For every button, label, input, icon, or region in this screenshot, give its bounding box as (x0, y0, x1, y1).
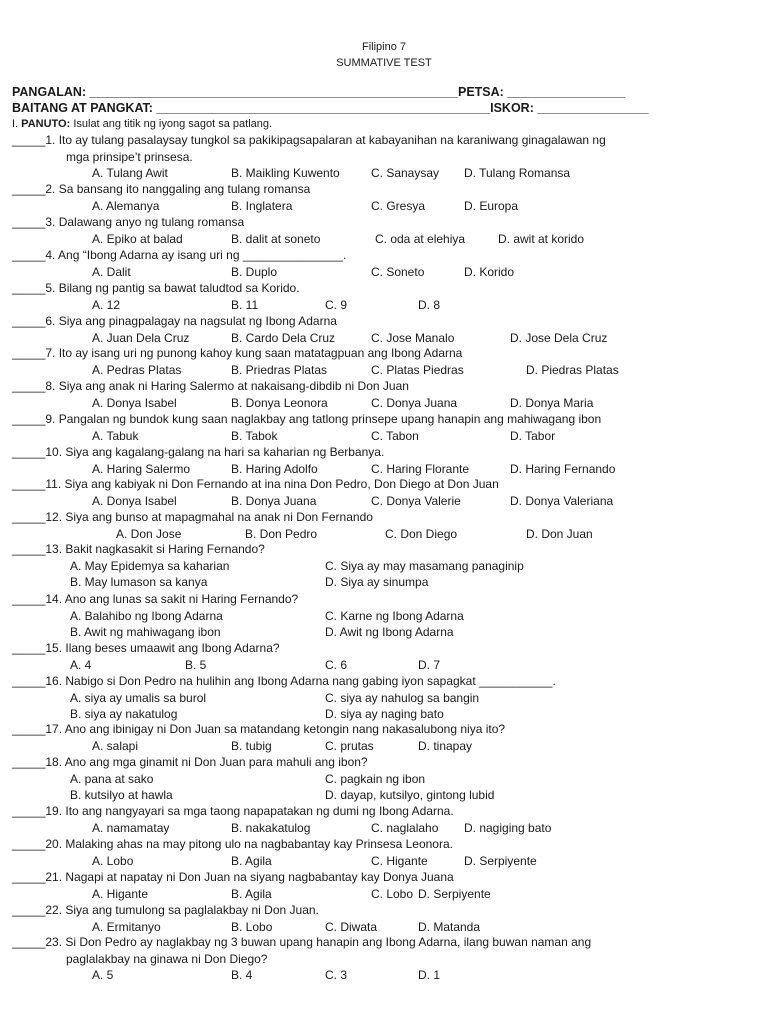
question-1-option: B. Maikling Kuwento (231, 166, 340, 180)
question-18: _____18. Ano ang mga ginamit ni Don Juan para mahuli ang ibon? (12, 755, 368, 769)
question-16-option: B. siya ay nakatulog (70, 707, 178, 721)
question-13-option: B. May lumason sa kanya (70, 575, 208, 589)
question-15-option: C. 6 (325, 658, 348, 672)
question-6-option: A. Juan Dela Cruz (92, 331, 190, 345)
question-19-option: D. nagiging bato (464, 821, 552, 835)
question-21: _____21. Nagapi at napatay ni Don Juan na siyang nagbabantay kay Donya Juana (12, 870, 454, 884)
question-5-option: B. 11 (231, 298, 259, 312)
directions-label: PANUTO: (21, 118, 71, 130)
question-19-option: B. nakakatulog (231, 821, 311, 835)
question-11-option: A. Donya Isabel (92, 494, 177, 508)
question-14-option: D. Awit ng Ibong Adarna (325, 625, 454, 639)
question-8-option: B. Donya Leonora (231, 396, 328, 410)
question-2-option: D. Europa (464, 199, 519, 213)
question-4: _____4. Ang “Ibong Adarna ay isang uri ng _______________. (12, 248, 347, 262)
question-4-option: D. Korido (464, 265, 515, 279)
question-7-option: D. Piedras Platas (526, 363, 619, 377)
question-21-option: A. Higante (92, 887, 149, 901)
question-10-option: D. Haring Fernando (510, 462, 616, 476)
question-18-option: B. kutsilyo at hawla (70, 788, 173, 802)
question-12-option: A. Don Jose (116, 527, 182, 541)
question-5-option: C. 9 (325, 298, 348, 312)
question-4-option: A. Dalit (92, 265, 131, 279)
question-10-option: A. Haring Salermo (92, 462, 191, 476)
directions-prefix: I. (12, 118, 22, 130)
question-12: _____12. Siya ang bunso at mapagmahal na anak ni Don Fernando (12, 510, 373, 524)
question-9-option: B. Tabok (231, 429, 278, 443)
question-5-option: A. 12 (92, 298, 121, 312)
question-7-option: C. Platas Piedras (371, 363, 464, 377)
question-4-option: C. Soneto (371, 265, 425, 279)
question-13-option: C. Siya ay may masamang panaginip (325, 559, 524, 573)
question-5: _____5. Bilang ng pantig sa bawat taludtod sa Korido. (12, 281, 300, 295)
question-11-option: B. Donya Juana (231, 494, 317, 508)
question-1-option: C. Sanaysay (371, 166, 440, 180)
question-3-option: B. dalit at soneto (231, 232, 321, 246)
question-1: _____1. Ito ay tulang pasalaysay tungkol sa pakikipagsapalaran at kabayanihan na karaniwang ginagalawan ng (12, 133, 606, 147)
question-22: _____22. Siya ang tumulong sa paglalakbay ni Don Juan. (12, 903, 319, 917)
question-20-option: B. Agila (231, 854, 272, 868)
question-17-option: A. salapi (92, 739, 139, 753)
question-23-option: A. 5 (92, 968, 114, 982)
question-23-option: B. 4 (231, 968, 253, 982)
question-14-option: A. Balahibo ng Ibong Adarna (70, 609, 223, 623)
question-14-option: B. Awit ng mahiwagang ibon (70, 625, 221, 639)
question-18-option: D. dayap, kutsilyo, gintong lubid (325, 788, 495, 802)
question-4-option: B. Duplo (231, 265, 278, 279)
question-15: _____15. Ilang beses umaawit ang Ibong Adarna? (12, 641, 280, 655)
question-22-option: D. Matanda (418, 920, 481, 934)
question-11-option: C. Donya Valerie (371, 494, 461, 508)
question-6-option: C. Jose Manalo (371, 331, 455, 345)
question-23-option: D. 1 (418, 968, 441, 982)
question-9-option: C. Tabon (371, 429, 419, 443)
question-8-option: D. Donya Maria (510, 396, 594, 410)
question-9: _____9. Pangalan ng bundok kung saan naglakbay ang tatlong prinsepe upang hanapin ang mahiwagang ibon (12, 412, 602, 426)
question-8-option: C. Donya Juana (371, 396, 458, 410)
question-12-option: B. Don Pedro (245, 527, 318, 541)
question-22-option: B. Lobo (231, 920, 273, 934)
question-2-option: A. Alemanya (92, 199, 160, 213)
question-16: _____16. Nabigo si Don Pedro na hulihin ang Ibong Adarna nang gabing iyon sapagkat ___________. (12, 674, 556, 688)
grade-score-line: BAITANG AT PANGKAT: ________________________________________________ISKOR: ________________ (12, 101, 649, 115)
question-3-option: A. Epiko at balad (92, 232, 183, 246)
question-16-option: C. siya ay nahulog sa bangin (325, 691, 480, 705)
question-20: _____20. Malaking ahas na may pitong ulo na nagbabantay kay Prinsesa Leonora. (12, 837, 453, 851)
name-date-line: PANGALAN: _____________________________________________________PETSA: _________________ (12, 85, 626, 99)
question-13: _____13. Bakit nagkasakit si Haring Fernando? (12, 542, 265, 556)
question-7-option: A. Pedras Platas (92, 363, 182, 377)
question-19-option: A. namamatay (92, 821, 170, 835)
question-18-option: A. pana at sako (70, 772, 154, 786)
question-21-option: D. Serpiyente (418, 887, 491, 901)
question-10-option: C. Haring Florante (371, 462, 470, 476)
question-7: _____7. Ito ay isang uri ng punong kahoy kung saan matatagpuan ang Ibong Adarna (12, 346, 463, 360)
question-20-option: C. Higante (371, 854, 428, 868)
question-17-option: B. tubig (231, 739, 272, 753)
question-5-option: D. 8 (418, 298, 441, 312)
question-12-option: D. Don Juan (526, 527, 593, 541)
question-1-option: D. Tulang Romansa (464, 166, 571, 180)
question-21-option: C. Lobo (371, 887, 414, 901)
question-13-option: A. May Epidemya sa kaharian (70, 559, 230, 573)
question-13-option: D. Siya ay sinumpa (325, 575, 429, 589)
question-10: _____10. Siya ang kagalang-galang na hari sa kaharian ng Berbanya. (12, 445, 385, 459)
question-22-option: C. Diwata (325, 920, 378, 934)
directions (12, 118, 272, 130)
question-20-option: D. Serpiyente (464, 854, 537, 868)
question-10-option: B. Haring Adolfo (231, 462, 318, 476)
question-1-option: A. Tulang Awit (92, 166, 168, 180)
question-6: _____6. Siya ang pinagpalagay na nagsulat ng Ibong Adarna (12, 314, 337, 328)
question-19: _____19. Ito ang nangyayari sa mga taong napapatakan ng dumi ng Ibong Adarna. (12, 804, 454, 818)
question-9-option: A. Tabuk (92, 429, 139, 443)
question-15-option: B. 5 (185, 658, 207, 672)
question-2-option: B. Inglatera (231, 199, 293, 213)
question-16-option: D. siya ay naging bato (325, 707, 444, 721)
question-23-continuation: paglalakbay na ginawa ni Don Diego? (66, 952, 268, 966)
question-7-option: B. Priedras Platas (231, 363, 328, 377)
question-16-option: A. siya ay umalis sa burol (70, 691, 207, 705)
question-2-option: C. Gresya (371, 199, 426, 213)
question-18-option: C. pagkain ng ibon (325, 772, 426, 786)
question-1-continuation: mga prinsipe’t prinsesa. (66, 150, 193, 164)
question-20-option: A. Lobo (92, 854, 134, 868)
question-15-option: A. 4 (70, 658, 92, 672)
question-17: _____17. Ano ang ibinigay ni Don Juan sa matandang ketongin nang nakasalubong niya ito? (12, 722, 506, 736)
subject-title: Filipino 7 (361, 41, 407, 53)
question-19-option: C. naglalaho (371, 821, 439, 835)
question-22-option: A. Ermitanyo (92, 920, 161, 934)
question-23: _____23. Si Don Pedro ay naglakbay ng 3 buwan upang hanapin ang Ibong Adarna, ilang buwan naman ang (12, 935, 592, 949)
question-11-option: D. Donya Valeriana (510, 494, 614, 508)
question-3-option: D. awit at korido (498, 232, 585, 246)
question-3-option: C. oda at elehiya (375, 232, 466, 246)
question-14: _____14. Ano ang lunas sa sakit ni Haring Fernando? (12, 592, 299, 606)
question-6-option: D. Jose Dela Cruz (510, 331, 608, 345)
question-17-option: D. tinapay (418, 739, 473, 753)
question-15-option: D. 7 (418, 658, 441, 672)
question-9-option: D. Tabor (510, 429, 556, 443)
question-3: _____3. Dalawang anyo ng tulang romansa (12, 215, 245, 229)
question-6-option: B. Cardo Dela Cruz (231, 331, 336, 345)
question-14-option: C. Karne ng Ibong Adarna (325, 609, 464, 623)
question-2: _____2. Sa bansang ito nanggaling ang tulang romansa (12, 182, 311, 196)
question-8: _____8. Siya ang anak ni Haring Salermo at nakaisang-dibdib ni Don Juan (12, 379, 409, 393)
question-11: _____11. Siya ang kabiyak ni Don Fernando at ina nina Don Pedro, Don Diego at Don Juan (12, 477, 499, 491)
question-17-option: C. prutas (325, 739, 374, 753)
directions-text: Isulat ang titik ng iyong sagot sa patlang. (70, 118, 273, 130)
question-12-option: C. Don Diego (385, 527, 458, 541)
question-21-option: B. Agila (231, 887, 272, 901)
test-title: SUMMATIVE TEST (336, 57, 432, 69)
question-23-option: C. 3 (325, 968, 348, 982)
question-8-option: A. Donya Isabel (92, 396, 177, 410)
